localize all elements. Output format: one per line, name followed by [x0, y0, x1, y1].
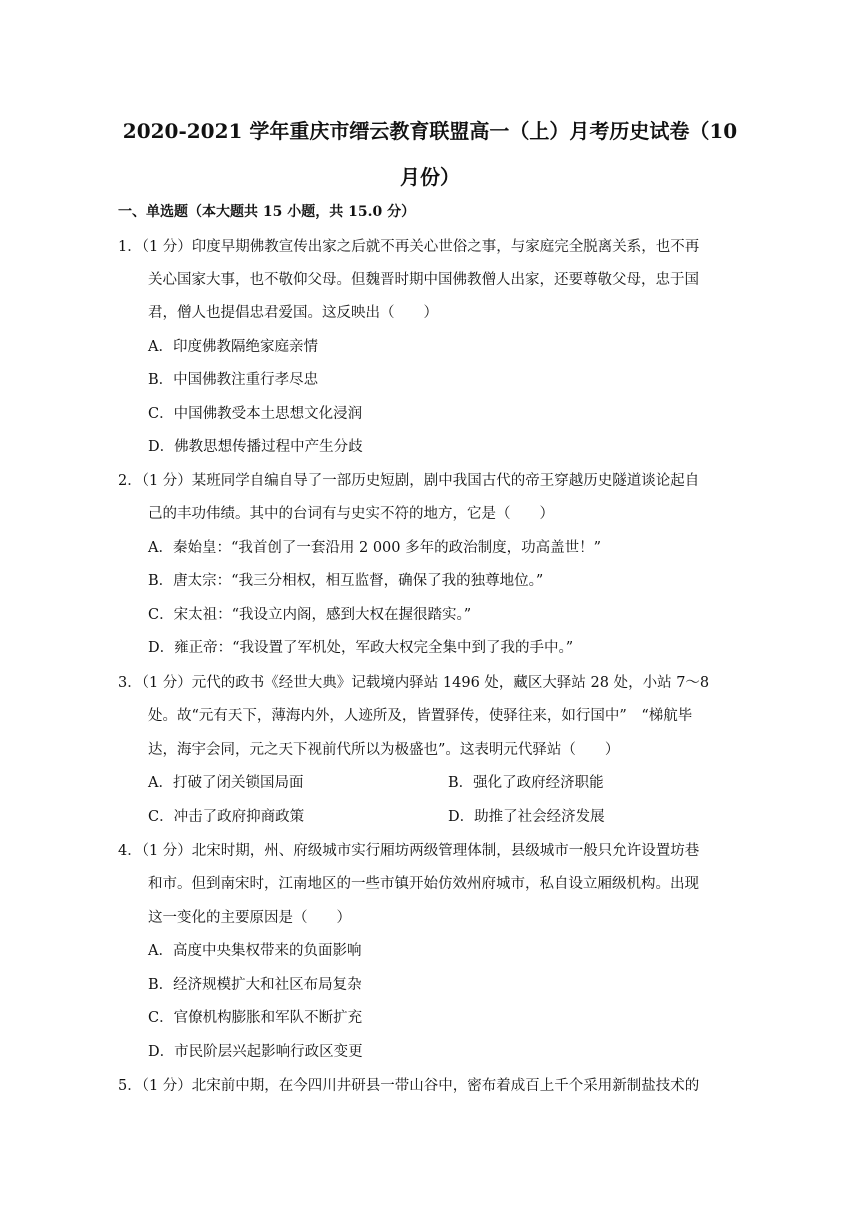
question-2-option-c: C．宋太祖：“我设立内阁，感到大权在握很踏实。”: [148, 607, 472, 623]
question-3-stem-line-3: 达，海宇会同，元之天下视前代所以为极盛也”。这表明元代驿站（ ）: [148, 742, 620, 758]
question-3-option-d: D．助推了社会经济发展: [448, 809, 605, 825]
question-1-option-c: C．中国佛教受本土思想文化浸润: [148, 406, 363, 422]
question-3-stem-line-1: 3．（1 分）元代的政书《经世大典》记载境内驿站 1496 处，藏区大驿站 28 处，小站 7～8: [118, 675, 710, 691]
question-2-option-d: D．雍正帝：“我设置了军机处，军政大权完全集中到了我的手中。”: [148, 640, 574, 656]
section-heading: 一、单选题（本大题共 15 小题，共 15.0 分）: [118, 204, 416, 220]
question-4-option-d: D．市民阶层兴起影响行政区变更: [148, 1044, 363, 1060]
question-3-option-c: C．冲击了政府抑商政策: [148, 809, 305, 825]
question-5-stem-line-1: 5．（1 分）北宋前中期，在今四川井研县一带山谷中，密布着成百上千个采用新制盐技术的: [118, 1078, 700, 1094]
question-4-stem-line-3: 这一变化的主要原因是（ ）: [148, 910, 351, 926]
question-4-option-b: B．经济规模扩大和社区布局复杂: [148, 977, 362, 993]
question-1-option-d: D．佛教思想传播过程中产生分歧: [148, 439, 363, 455]
question-1-stem-line-3: 君，僧人也提倡忠君爱国。这反映出（ ）: [148, 305, 438, 321]
question-1-stem-line-1: 1．（1 分）印度早期佛教宣传出家之后就不再关心世俗之事，与家庭完全脱离关系，也不再: [118, 239, 700, 255]
question-2-option-b: B．唐太宗：“我三分相权，相互监督，确保了我的独尊地位。”: [148, 573, 544, 589]
question-1-option-b: B．中国佛教注重行孝尽忠: [148, 372, 319, 388]
question-4-stem-line-2: 和市。但到南宋时，江南地区的一些市镇开始仿效州府城市，私自设立厢级机构。出现: [148, 876, 699, 892]
question-4-option-c: C．官僚机构膨胀和军队不断扩充: [148, 1010, 363, 1026]
question-3-option-b: B．强化了政府经济职能: [448, 775, 604, 791]
question-4-stem-line-1: 4．（1 分）北宋时期，州、府级城市实行厢坊两级管理体制，县级城市一般只允许设置坊巷: [118, 843, 700, 859]
question-3-stem-line-2: 处。故“元有天下，薄海内外，人迹所及，皆置驿传，使驿往来，如行国中” “梯航毕: [148, 708, 693, 724]
question-3-option-a: A．打破了闭关锁国局面: [148, 775, 304, 791]
question-2-stem-line-1: 2．（1 分）某班同学自编自导了一部历史短剧，剧中我国古代的帝王穿越历史隧道谈论起自: [118, 473, 700, 489]
question-1-stem-line-2: 关心国家大事，也不敬仰父母。但魏晋时期中国佛教僧人出家，还要尊敬父母，忠于国: [148, 272, 699, 288]
question-1-option-a: A．印度佛教隔绝家庭亲情: [148, 339, 318, 355]
question-2-option-a: A．秦始皇：“我首创了一套沿用 2 000 多年的政治制度，功高盖世！”: [148, 540, 602, 556]
question-2-stem-line-2: 己的丰功伟绩。其中的台词有与史实不符的地方，它是（ ）: [148, 506, 554, 522]
exam-title-line-2: 月份）: [400, 165, 460, 189]
question-4-option-a: A．高度中央集权带来的负面影响: [148, 943, 362, 959]
exam-title-line-1: 2020-2021 学年重庆市缙云教育联盟高一（上）月考历史试卷（10: [122, 119, 738, 143]
